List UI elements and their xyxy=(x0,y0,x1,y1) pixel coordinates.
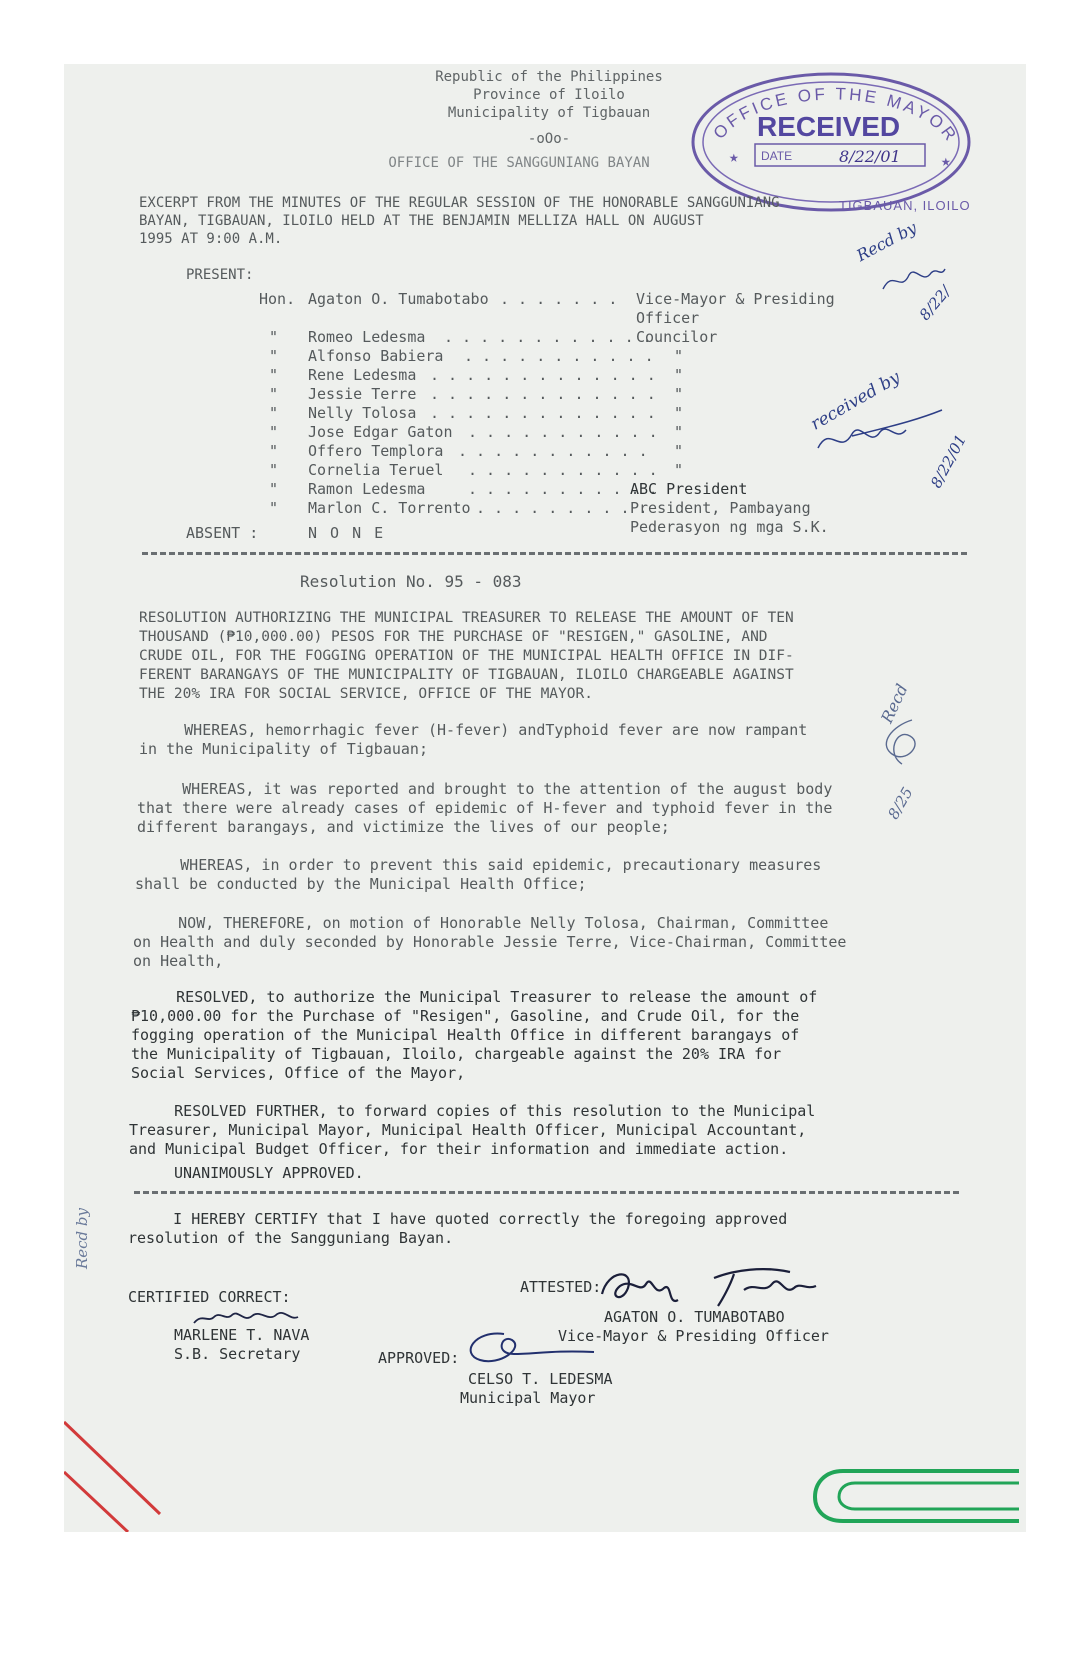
body-line: shall be conducted by the Municipal Health Office; xyxy=(135,875,587,893)
resolution-title-line: FERENT BARANGAYS OF THE MUNICIPALITY OF TIGBAUAN, ILOILO CHARGEABLE AGAINST xyxy=(139,667,794,683)
attendee-dots: . . . . . . . . . . . . . xyxy=(430,404,656,422)
attendee-role: " xyxy=(674,404,684,422)
attendee-prefix: " xyxy=(269,385,279,403)
absent-value: N O N E xyxy=(308,524,386,542)
body-line: RESOLVED, to authorize the Municipal Treasurer to release the amount of xyxy=(131,988,818,1006)
excerpt-line-1: EXCERPT FROM THE MINUTES OF THE REGULAR SESSION OF THE HONORABLE SANGGUNIANG xyxy=(139,195,780,211)
handwritten-note: 8/22/01 xyxy=(926,431,970,492)
body-line: fogging operation of the Municipal Health Office in different barangays of xyxy=(131,1026,800,1044)
handwritten-note: 8/25 xyxy=(884,784,917,823)
handwritten-note: Recd by xyxy=(853,217,920,266)
header-province: Province of Iloilo xyxy=(473,87,625,103)
absent-label: ABSENT : xyxy=(186,524,259,542)
excerpt-line-3: 1995 AT 9:00 A.M. xyxy=(139,231,283,247)
resolution-title-line: THOUSAND (₱10,000.00) PESOS FOR THE PURCHASE OF "RESIGEN," GASOLINE, AND xyxy=(139,629,768,645)
attendee-role-cont: Officer xyxy=(636,309,700,327)
approved-title: Municipal Mayor xyxy=(460,1389,596,1407)
body-line: NOW, THEREFORE, on motion of Honorable Nelly Tolosa, Chairman, Committee xyxy=(133,914,829,932)
stamp-location: TIGBAUAN, ILOILO xyxy=(839,198,971,213)
certified-title: S.B. Secretary xyxy=(174,1345,301,1363)
body-line: Social Services, Office of the Mayor, xyxy=(131,1064,466,1082)
attendee-name: Nelly Tolosa xyxy=(308,404,417,422)
resolution-number: Resolution No. 95 - 083 xyxy=(300,572,522,591)
tumabotabo-signature xyxy=(594,1260,824,1314)
body-line: resolution of the Sangguniang Bayan. xyxy=(128,1229,454,1247)
attendee-dots: . . . . . . . . . . . xyxy=(464,347,654,365)
handwritten-side-note: Recd by xyxy=(73,1207,92,1270)
certified-name: MARLENE T. NAVA xyxy=(174,1326,310,1344)
attendee-dots: . . . . . . . . . . . xyxy=(468,461,658,479)
attendee-role: " xyxy=(674,385,684,403)
paperclip-icon xyxy=(809,1459,1019,1532)
stamp-date-label: DATE xyxy=(761,149,793,163)
resolution-title-line: CRUDE OIL, FOR THE FOGGING OPERATION OF THE MUNICIPAL HEALTH OFFICE IN DIF- xyxy=(139,648,794,664)
header-office: OFFICE OF THE SANGGUNIANG BAYAN xyxy=(388,155,650,171)
stamp-office-text: OFFICE OF THE MAYOR xyxy=(709,84,962,147)
attendee-name: Ramon Ledesma xyxy=(308,480,426,498)
header-separator: -oOo- xyxy=(527,131,571,147)
attendee-role: " xyxy=(674,423,684,441)
body-line: WHEREAS, it was reported and brought to the attention of the august body xyxy=(137,780,833,798)
body-line: in the Municipality of Tigbauan; xyxy=(139,740,428,758)
excerpt-line-2: BAYAN, TIGBAUAN, ILOILO HELD AT THE BENJAMIN MELLIZA HALL ON AUGUST xyxy=(139,213,704,229)
attendee-name: Rene Ledesma xyxy=(308,366,417,384)
ledesma-signature xyxy=(454,1324,604,1368)
header-republic: Republic of the Philippines xyxy=(435,69,663,85)
attendee-dots: . . . . . . . . . . . . . xyxy=(430,385,656,403)
body-line: RESOLVED FURTHER, to forward copies of this resolution to the Municipal xyxy=(129,1102,816,1120)
approved-label: APPROVED: xyxy=(378,1349,460,1367)
attested-name: AGATON O. TUMABOTABO xyxy=(604,1308,785,1326)
handwritten-note: Recd xyxy=(877,681,912,726)
body-line: different barangays, and victimize the lives of our people; xyxy=(137,818,670,836)
handwritten-note: received by xyxy=(807,367,904,435)
header-municipality: Municipality of Tigbauan xyxy=(447,105,651,121)
body-line: the Municipality of Tigbauan, Iloilo, chargeable against the 20% IRA for xyxy=(131,1045,782,1063)
attendee-prefix: " xyxy=(269,347,279,365)
attendee-dots: . . . . . . . . . . . . . xyxy=(430,366,656,384)
attendee-name: Alfonso Babiera xyxy=(308,347,444,365)
reader-signature xyxy=(812,404,947,464)
reader-signature xyxy=(872,714,932,770)
body-line: WHEREAS, in order to prevent this said epidemic, precautionary measures xyxy=(135,856,822,874)
body-line: that there were already cases of epidemic of H-fever and typhoid fever in the xyxy=(137,799,833,817)
attendee-role-cont: Pederasyon ng mga S.K. xyxy=(630,518,829,536)
attendee-dots: . . . . . . . . . . . xyxy=(468,480,658,498)
attendee-role: " xyxy=(674,347,684,365)
attendee-name: Agaton O. Tumabotabo xyxy=(308,290,489,308)
certified-label: CERTIFIED CORRECT: xyxy=(128,1288,291,1306)
attendee-role: President, Pambayang xyxy=(630,499,811,517)
attendee-name: Jessie Terre xyxy=(308,385,417,403)
attendee-prefix: " xyxy=(269,366,279,384)
attendee-name: Marlon C. Torrento xyxy=(308,499,471,517)
attendee-role: " xyxy=(674,366,684,384)
attendee-name: Romeo Ledesma xyxy=(308,328,426,346)
attendee-prefix: " xyxy=(269,499,279,517)
attendee-role: Vice-Mayor & Presiding xyxy=(636,290,835,308)
resolution-title-line: THE 20% IRA FOR SOCIAL SERVICE, OFFICE OF THE MAYOR. xyxy=(139,686,593,702)
resolution-title-line: RESOLUTION AUTHORIZING THE MUNICIPAL TREASURER TO RELEASE THE AMOUNT OF TEN xyxy=(139,610,794,626)
red-margin-lines xyxy=(64,1404,184,1532)
attendee-dots: . . . . . . . . . . . xyxy=(468,423,658,441)
document-page xyxy=(64,64,1026,1532)
attendee-name: Jose Edgar Gaton xyxy=(308,423,453,441)
body-line: and Municipal Budget Officer, for their information and immediate action. xyxy=(129,1140,789,1158)
body-line: ₱10,000.00 for the Purchase of "Resigen", Gasoline, and Crude Oil, for the xyxy=(131,1007,800,1025)
body-line: WHEREAS, hemorrhagic fever (H-fever) andTyphoid fever are now rampant xyxy=(139,721,808,739)
attendee-prefix: Hon. xyxy=(259,290,296,308)
approved-name: CELSO T. LEDESMA xyxy=(468,1370,613,1388)
attendee-prefix: " xyxy=(269,461,279,479)
body-line: I HEREBY CERTIFY that I have quoted correctly the foregoing approved xyxy=(128,1210,788,1228)
attendee-prefix: " xyxy=(269,423,279,441)
body-line: on Health and duly seconded by Honorable Jessie Terre, Vice-Chairman, Committee xyxy=(133,933,847,951)
unanimous-approval: UNANIMOUSLY APPROVED. xyxy=(174,1164,364,1182)
attendee-dots: . . . . . . . . . . . . xyxy=(444,328,652,346)
section-divider xyxy=(142,552,967,555)
attendee-role: " xyxy=(674,461,684,479)
body-line: on Health, xyxy=(133,952,224,970)
reader-signature xyxy=(879,259,949,299)
attendee-dots: . . . . . . . xyxy=(500,290,618,308)
stamp-received-text: RECEIVED xyxy=(757,111,901,142)
attendee-name: Cornelia Teruel xyxy=(308,461,444,479)
section-divider xyxy=(134,1191,959,1194)
stamp-star-icon: ★ xyxy=(729,147,739,166)
handwritten-note: 8/22/ xyxy=(915,282,955,324)
attested-label: ATTESTED: xyxy=(520,1278,602,1296)
attendee-prefix: " xyxy=(269,404,279,422)
attendee-prefix: " xyxy=(269,328,279,346)
attested-title: Vice-Mayor & Presiding Officer xyxy=(558,1327,829,1345)
attendee-role: " xyxy=(674,442,684,460)
body-line: Treasurer, Municipal Mayor, Municipal Health Officer, Municipal Accountant, xyxy=(129,1121,807,1139)
present-label: PRESENT: xyxy=(186,267,254,283)
stamp-star-icon: ★ xyxy=(941,151,951,170)
stamp-date-value: 8/22/01 xyxy=(839,147,901,166)
attendee-prefix: " xyxy=(269,442,279,460)
attendee-dots: . . . . . . . . . . . xyxy=(458,442,648,460)
attendee-role: Councilor xyxy=(636,328,718,346)
attendee-dots: . . . . . . . . . . xyxy=(476,499,648,517)
attendee-name: Offero Templora xyxy=(308,442,444,460)
attendee-role: ABC President xyxy=(630,480,748,498)
attendee-prefix: " xyxy=(269,480,279,498)
